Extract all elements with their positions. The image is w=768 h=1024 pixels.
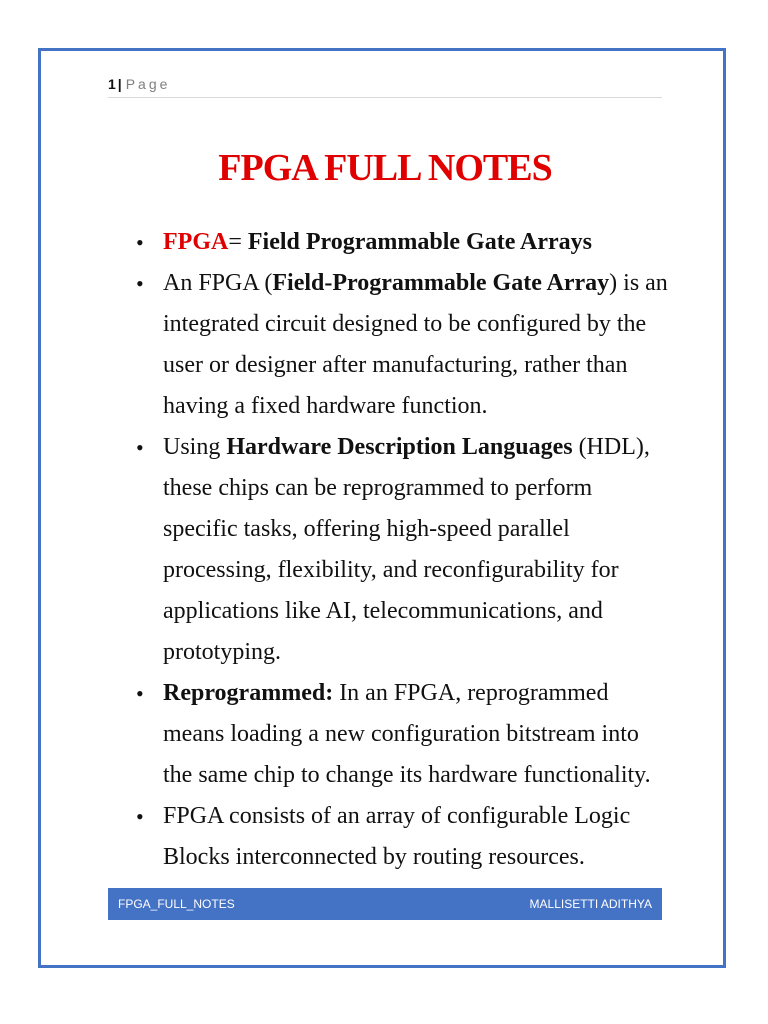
- page-header: [108, 76, 662, 98]
- text-segment: Using: [163, 434, 227, 460]
- page-label: Page: [125, 76, 171, 92]
- bullet-logic-blocks: [163, 796, 668, 878]
- page-separator: |: [117, 76, 122, 92]
- bold-term: Field-Programmable Gate Array: [272, 270, 610, 296]
- text-segment: In an FPGA, reprogrammed means loading a new configuration bitstream into the same chip to change its hardware functionality.: [163, 680, 651, 788]
- bullet-fpga-description: [163, 263, 668, 427]
- text-segment: ) is an integrated circuit designed to be configured by the user or designer after manufacturing, rather than having a fixed hardware function.: [163, 270, 668, 419]
- bullet-fpga-definition: [163, 222, 668, 263]
- page-number: 1: [108, 76, 116, 92]
- footer-right: MALLISETTI ADITHYA: [529, 897, 652, 911]
- bold-term: Hardware Description Languages: [226, 434, 573, 460]
- bullet-reprogrammed: [163, 673, 668, 796]
- bold-term: Reprogrammed:: [163, 680, 334, 706]
- fpga-term: FPGA: [163, 229, 229, 255]
- notes-list: [108, 222, 668, 878]
- text-segment: FPGA consists of an array of configurable Logic Blocks interconnected by routing resources.: [163, 803, 631, 870]
- bullet-hdl: [163, 427, 668, 673]
- document-title: FPGA FULL NOTES: [218, 147, 552, 189]
- page-footer: [108, 888, 662, 920]
- text-segment: An FPGA (: [163, 270, 273, 296]
- equals-sign: =: [228, 229, 248, 255]
- footer-left: FPGA_FULL_NOTES: [118, 897, 235, 911]
- fpga-expansion: Field Programmable Gate Arrays: [247, 229, 593, 255]
- text-segment: (HDL), these chips can be reprogrammed to perform specific tasks, offering high-speed parallel processing, flexibility, and reconfigurability for applications like AI, telecommunications, and prototyping.: [163, 434, 650, 665]
